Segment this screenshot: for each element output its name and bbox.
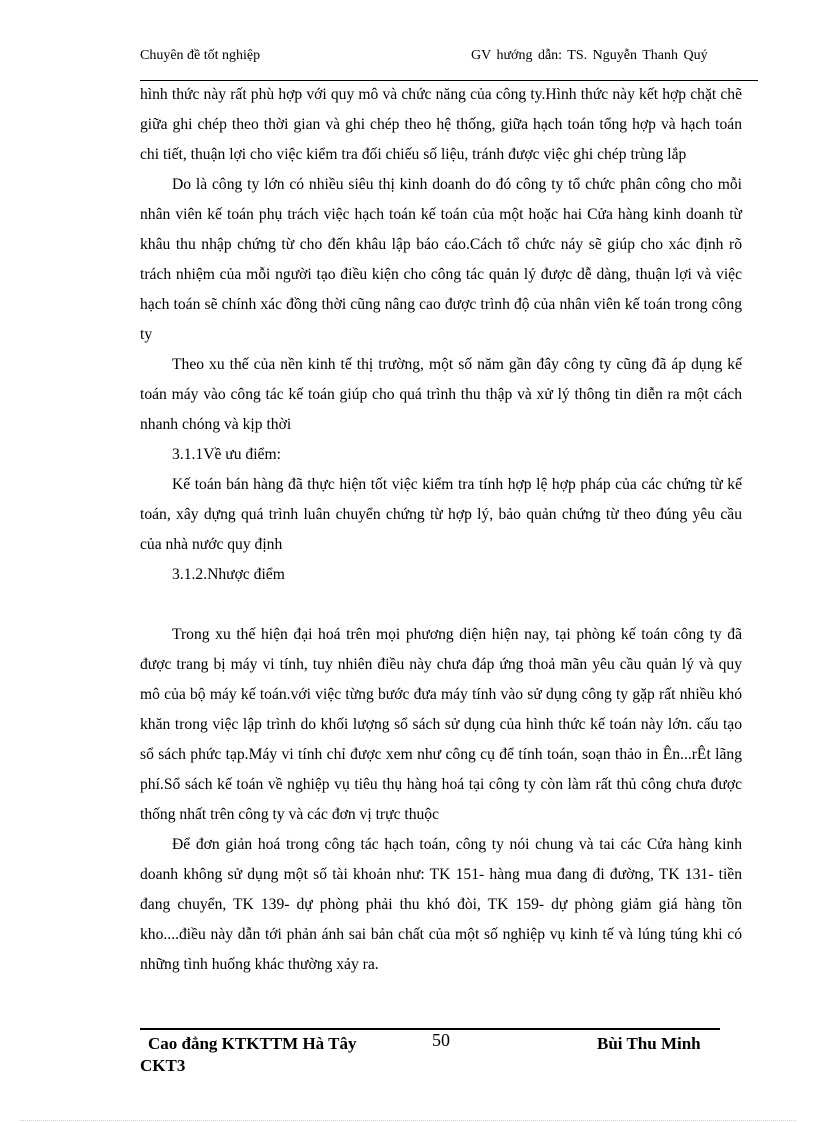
- paragraph-spacer: [140, 590, 742, 620]
- section-heading-disadvantages: 3.1.2.Nhược điểm: [172, 566, 285, 583]
- paragraph-organization: Do là công ty lớn có nhiều siêu thị kinh doanh do đó công ty tổ chức phân công cho mỗi nhân viên kế toán phụ trách việc hạch toán kế toán của một hoặc hai Cửa hàng kinh doanh từ khâu thu nhập chứng từ cho đến khâu lập báo cáo.Cách tổ chức náy sẽ giúp cho xác định rõ trách nhiệm của mỗi người tạo điều kiện cho công tác quản lý được dễ dàng, thuận lợi và việc hạch toán sẽ chính xác đồng thời cũng nâng cao được trình độ của nhân viên kế toán trong công ty: [140, 176, 742, 343]
- paragraph-accounts: Để đơn giản hoá trong công tác hạch toán, công ty nói chung và tai các Cửa hàng kinh doanh không sử dụng một số tài khoản như: TK 151- hàng mua đang đi đường, TK 131- tiền đang chuyển, TK 139- dự phòng phải thu khó đòi, TK 159- dự phòng giảm giá hàng tồn kho....điều này dẫn tới phản ánh sai bản chất của một số nghiệp vụ kinh tế và lúng túng khi có những tình huống khác thường xảy ra.: [140, 836, 742, 973]
- footer-author: Bùi Thu Minh: [597, 1034, 701, 1053]
- paragraph-continuation: hình thức này rất phù hợp với quy mô và chức năng của công ty.Hình thức này kết hợp chặt chẽ giữa ghi chép theo thời gian và ghi chép theo hệ thống, giữa hạch toán tổng hợp và hạch toán chi tiết, thuận lợi cho việc kiểm tra đối chiếu số liệu, tránh được việc ghi chép trùng lắp: [140, 86, 742, 163]
- header-title: Chuyên đề tốt nghiệp: [140, 48, 261, 63]
- header-advisor: GV hướng dẫn: TS. Nguyễn Thanh Quý: [471, 48, 708, 63]
- paragraph-computerization: Theo xu thế của nền kinh tế thị trường, một số năm gần đây công ty cũng đã áp dụng kế toán máy vào công tác kế toán giúp cho quá trình thu thập và xử lý thông tin diễn ra một cách nhanh chóng và kịp thời: [140, 356, 742, 433]
- paragraph-advantages: Kế toán bán hàng đã thực hiện tốt việc kiểm tra tính hợp lệ hợp pháp của các chứng từ kế toán, xây dựng quá trình luân chuyển chứng từ hợp lý, bảo quản chứng từ theo đúng yêu cầu của nhà nước quy định: [140, 476, 742, 553]
- page-edge-divider: [20, 1120, 796, 1121]
- document-body: [140, 80, 742, 980]
- footer-class: CKT3: [140, 1056, 186, 1075]
- paragraph-disadvantages: Trong xu thế hiện đại hoá trên mọi phương diện hiện nay, tại phòng kế toán công ty đã được trang bị máy vi tính, tuy nhiên điều này chưa đáp ứng thoả mãn yêu cầu quản lý và quy mô của bộ máy kế toán.với việc từng bước đưa máy tính vào sử dụng công ty gặp rất nhiều khó khăn trong việc lập trình do khối lượng sổ sách sử dụng của hình thức kế toán này lớn. cấu tạo sổ sách phức tạp.Máy vi tính chỉ được xem như công cụ để tính toán, soạn thảo in Ên...rÊt lãng phí.Sổ sách kế toán về nghiệp vụ tiêu thụ hàng hoá tại công ty còn làm rất thủ công chưa được thống nhất trên công ty và các đơn vị trực thuộc: [140, 626, 742, 823]
- page-number: 50: [432, 1030, 450, 1050]
- footer-school: Cao đẳng KTKTTM Hà Tây: [148, 1034, 357, 1053]
- section-heading-advantages: 3.1.1Về ưu điểm:: [172, 446, 281, 463]
- page-footer: [140, 1030, 720, 1110]
- page-header: [140, 48, 756, 70]
